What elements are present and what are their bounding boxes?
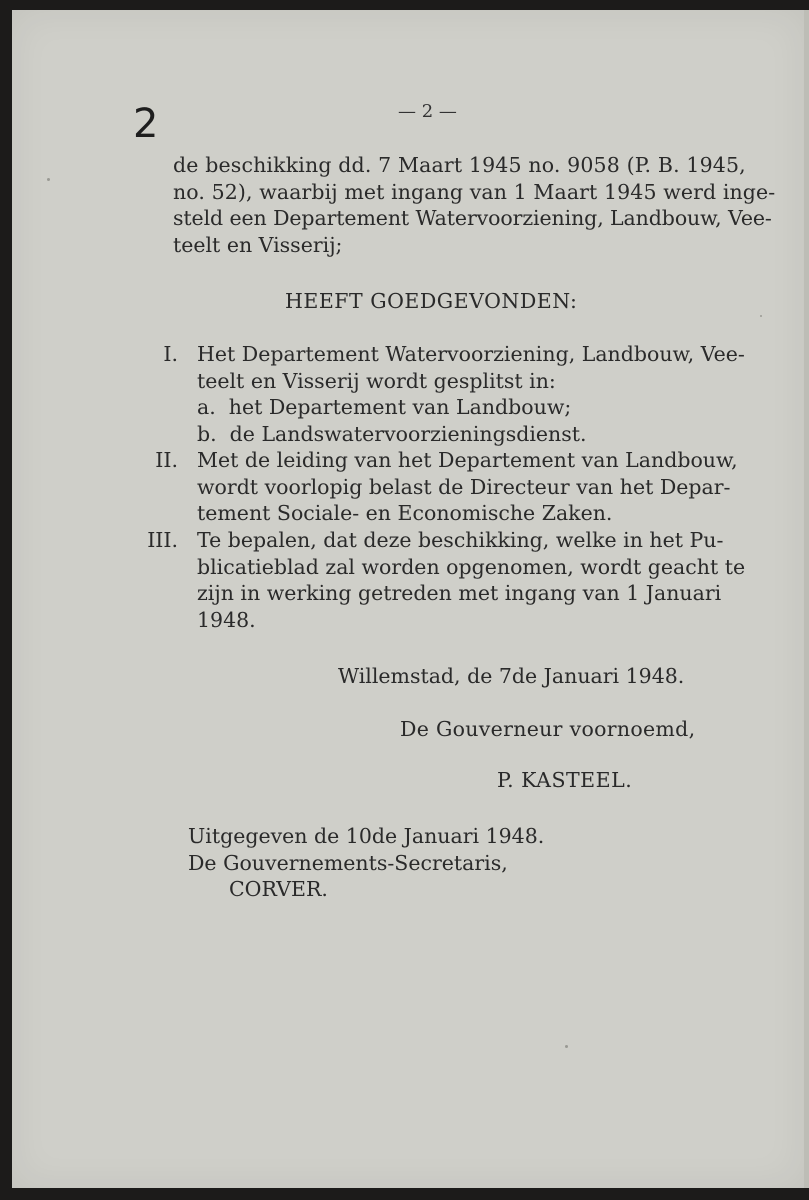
place-date: Willemstad, de 7de Januari 1948. <box>338 664 685 688</box>
page-number: — 2 — <box>398 101 457 122</box>
article-label: II. <box>155 448 178 472</box>
secretary-name: CORVER. <box>229 877 328 901</box>
article-line: Te bepalen, dat deze beschikking, welke in het Pu- <box>197 528 724 552</box>
article-line: blicatieblad zal worden opgenomen, wordt geacht te <box>197 554 746 579</box>
article-line: b. de Landswatervoorzieningsdienst. <box>197 421 587 446</box>
article-line: zijn in werking getreden met ingang van 1 Januari <box>197 581 722 605</box>
article-line: Met de leiding van het Departement van Landbouw, <box>197 448 738 472</box>
secretary-title: De Gouvernements-Secretaris, <box>188 851 508 875</box>
articles-list <box>128 341 748 633</box>
preamble-paragraph <box>173 152 775 258</box>
corner-page-number: 2 <box>133 101 159 147</box>
article-line: 1948. <box>197 607 256 632</box>
article-label: I. <box>163 342 178 366</box>
publication-date: Uitgegeven de 10de Januari 1948. <box>188 824 545 848</box>
article-text <box>197 527 745 633</box>
article-line: teelt en Visserij wordt gesplitst in: <box>197 368 556 393</box>
article-line: a. het Departement van Landbouw; <box>197 395 572 419</box>
page-edge <box>804 10 809 1188</box>
dust-speck <box>760 315 762 317</box>
preamble-line: de beschikking dd. 7 Maart 1945 no. 9058 (P. B. 1945, <box>173 153 746 177</box>
article-2 <box>128 447 748 527</box>
dust-speck <box>47 178 50 181</box>
section-heading: HEEFT GOEDGEVONDEN: <box>285 289 578 313</box>
signer-name: P. KASTEEL. <box>497 768 633 792</box>
article-1 <box>128 341 748 447</box>
article-label: III. <box>147 528 178 552</box>
preamble-line: steld een Departement Watervoorziening, Landbouw, Vee- <box>173 206 772 230</box>
article-line: Het Departement Watervoorziening, Landbouw, Vee- <box>197 342 745 366</box>
preamble-line: teelt en Visserij; <box>173 232 343 257</box>
article-line: tement Sociale- en Economische Zaken. <box>197 501 613 525</box>
preamble-line: no. 52), waarbij met ingang van 1 Maart 1945 werd inge- <box>173 179 776 204</box>
article-line: wordt voorlopig belast de Directeur van het Depar- <box>197 474 731 499</box>
dust-speck <box>565 1045 568 1048</box>
article-text <box>197 341 745 447</box>
governor-title: De Gouverneur voornoemd, <box>400 717 696 741</box>
article-3 <box>128 527 748 633</box>
article-text <box>197 447 738 527</box>
